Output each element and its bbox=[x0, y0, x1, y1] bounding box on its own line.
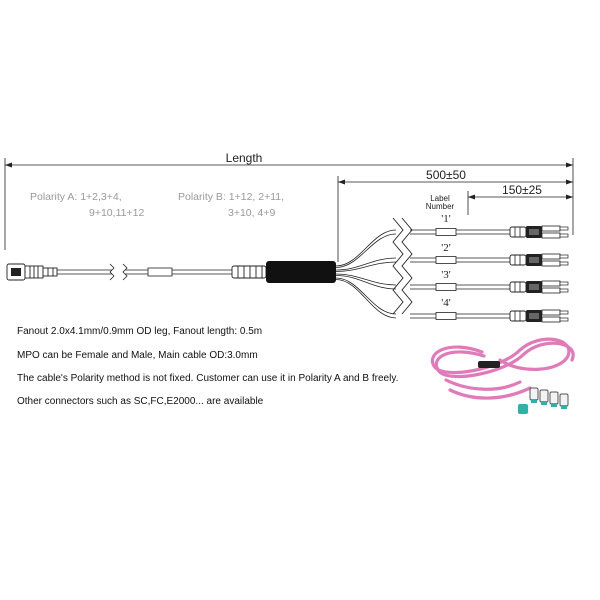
polarity-a-line2: 9+10,11+12 bbox=[89, 207, 145, 219]
fanout-leg-2-b bbox=[336, 262, 396, 272]
note-fanout: Fanout 2.0x4.1mm/0.9mm OD leg, Fanout length: 0.5m bbox=[17, 326, 263, 337]
leg-4-lc-window bbox=[529, 313, 539, 319]
main-cable bbox=[57, 264, 232, 280]
polarity-a-line1: Polarity A: 1+2,3+4, bbox=[30, 191, 122, 203]
product-photo bbox=[432, 339, 573, 414]
leg-label-1: '1' bbox=[441, 213, 451, 225]
leg-1-ferrule-bottom bbox=[560, 234, 568, 237]
leg-4-lc-housing-bottom bbox=[542, 317, 560, 322]
leg-length-label: 150±25 bbox=[502, 183, 542, 197]
leg-2-ferrule-top bbox=[560, 255, 568, 258]
leg-1-lc-housing-top bbox=[542, 226, 560, 231]
polarity-b-line2: 3+10, 4+9 bbox=[228, 207, 276, 219]
leg-1-boot bbox=[510, 227, 526, 237]
leg-2-lc-housing-bottom bbox=[542, 261, 560, 266]
leg-1-label-sleeve bbox=[436, 229, 456, 236]
leg-3-lc-housing-top bbox=[542, 281, 560, 286]
product-fanout bbox=[478, 361, 500, 368]
label-number-title-1: Label bbox=[430, 194, 450, 203]
leg-4-boot bbox=[510, 311, 526, 321]
leg-3-ferrule-bottom bbox=[560, 289, 568, 292]
leg-4-ferrule-bottom bbox=[560, 318, 568, 321]
fanout-length-label: 500±50 bbox=[426, 168, 466, 182]
length-label: Length bbox=[225, 151, 263, 165]
leg-label-4: '4' bbox=[441, 297, 451, 309]
leg-1-lc-housing-bottom bbox=[542, 233, 560, 238]
leg-label-2: '2' bbox=[441, 242, 451, 254]
note-polarity: The cable's Polarity method is not fixed. Customer can use it in Polarity A and B freely. bbox=[17, 373, 399, 384]
note-connectors: Other connectors such as SC,FC,E2000... are available bbox=[17, 396, 264, 407]
mpo-connector bbox=[7, 264, 57, 280]
leg-2-ferrule-bottom bbox=[560, 262, 568, 265]
fanout-body bbox=[266, 261, 336, 283]
leg-1-lc-window bbox=[529, 229, 539, 235]
fanout-leg-4-a bbox=[336, 278, 396, 314]
label-number-title-2: Number bbox=[425, 202, 455, 211]
leg-4-label-sleeve bbox=[436, 313, 456, 320]
note-mpo: MPO can be Female and Male, Main cable OD:3.0mm bbox=[17, 350, 258, 361]
leg-4-ferrule-top bbox=[560, 311, 568, 314]
fanout-leg-3-b bbox=[336, 276, 396, 290]
leg-3-ferrule-top bbox=[560, 282, 568, 285]
leg-2-label-sleeve bbox=[436, 257, 456, 264]
leg-3-boot bbox=[510, 282, 526, 292]
leg-2-lc-window bbox=[529, 257, 539, 263]
leg-3-lc-window bbox=[529, 284, 539, 290]
cable-boot bbox=[232, 266, 266, 278]
leg-3-label-sleeve bbox=[436, 284, 456, 291]
leg-label-3: '3' bbox=[441, 269, 451, 281]
fanout-break bbox=[393, 218, 412, 314]
length-dimension bbox=[5, 158, 573, 250]
leg-2-boot bbox=[510, 255, 526, 265]
product-mpo-icon bbox=[518, 404, 528, 414]
fanout-legs bbox=[336, 226, 568, 322]
leg-4-lc-housing-top bbox=[542, 310, 560, 315]
leg-3-lc-housing-bottom bbox=[542, 288, 560, 293]
leg-2-lc-housing-top bbox=[542, 254, 560, 259]
polarity-b-line1: Polarity B: 1+12, 2+11, bbox=[178, 191, 285, 203]
leg-1-ferrule-top bbox=[560, 227, 568, 230]
